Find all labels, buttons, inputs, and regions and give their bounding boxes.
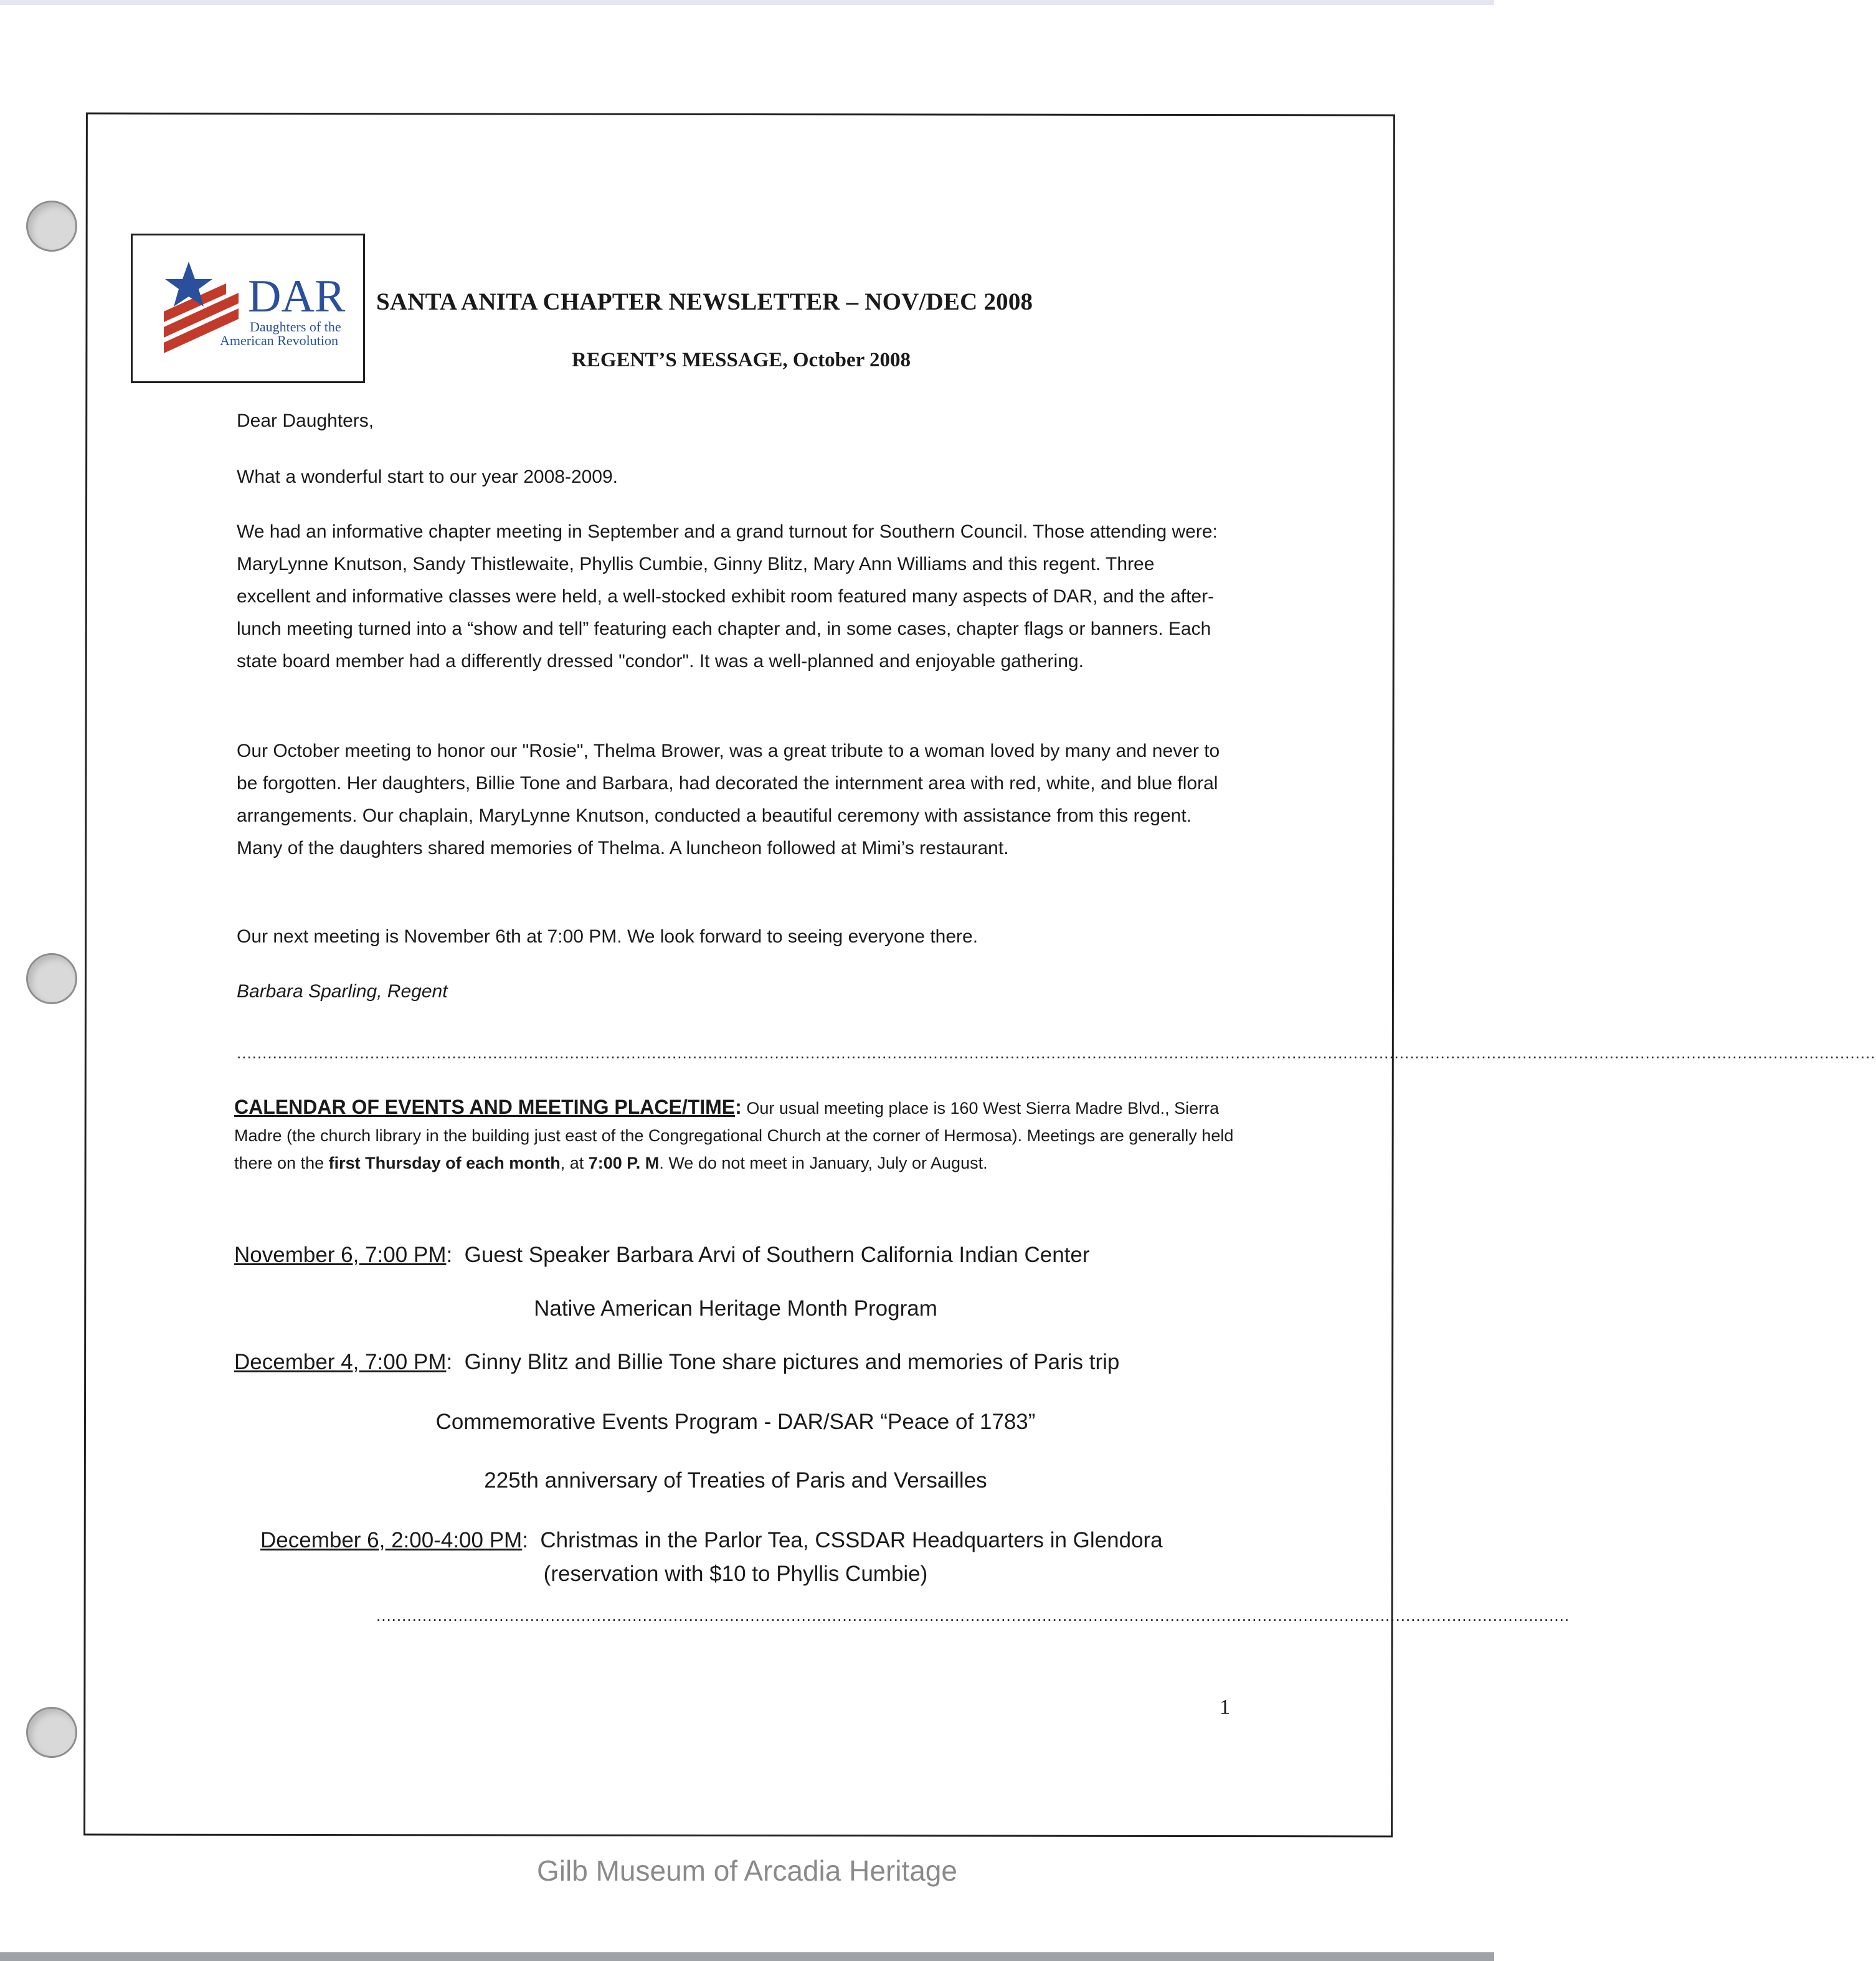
meeting-time: 7:00 P. M bbox=[588, 1154, 660, 1172]
binder-hole-top bbox=[26, 201, 77, 252]
event-3-description: Christmas in the Parlor Tea, CSSDAR Headquarters in Glendora bbox=[540, 1528, 1163, 1552]
event-3-date: December 6, 2:00-4:00 PM bbox=[260, 1528, 523, 1552]
footer-watermark: Gilb Museum of Arcadia Heritage bbox=[537, 1854, 957, 1887]
newsletter-title: SANTA ANITA CHAPTER NEWSLETTER – NOV/DEC 2008 bbox=[376, 288, 1033, 315]
event-3: December 6, 2:00-4:00 PM: Christmas in the Parlor Tea, CSSDAR Headquarters in Glendora bbox=[260, 1528, 1163, 1552]
regent-signature: Barbara Sparling, Regent bbox=[237, 981, 448, 1002]
event-2-date: December 4, 7:00 PM bbox=[234, 1350, 447, 1374]
greeting: Dear Daughters, bbox=[237, 411, 374, 431]
event-2-note-2: 225th anniversary of Treaties of Paris and Versailles bbox=[484, 1468, 987, 1493]
event-1-note: Native American Heritage Month Program bbox=[534, 1296, 937, 1321]
dotted-divider-bottom: ......................................................................................................................................................................................................................................... bbox=[376, 1606, 1570, 1625]
regent-message-heading: REGENT’S MESSAGE, October 2008 bbox=[572, 349, 911, 371]
scan-edge-top bbox=[0, 0, 1494, 5]
message-paragraph-4: Our next meeting is November 6th at 7:00 PM. We look forward to seeing everyone there. bbox=[237, 926, 978, 947]
message-paragraph-3: Our October meeting to honor our "Rosie", Thelma Brower, was a great tribute to a woman loved by many and never to be forgotten. Her daughters, Billie Tone and Barbara, had decorated the internment area with red, white, and blue floral arrangements. Our chaplain, MaryLynne Knutson, conducted a beautiful ceremony with assistance from this regent. Many of the daughters shared memories of Thelma. A luncheon followed at Mimi’s restaurant. bbox=[237, 741, 1220, 858]
event-1: November 6, 7:00 PM: Guest Speaker Barbara Arvi of Southern California Indian Center bbox=[234, 1243, 1090, 1267]
dar-flag-star-icon bbox=[151, 249, 351, 361]
event-1-date: November 6, 7:00 PM bbox=[234, 1243, 447, 1267]
page-number: 1 bbox=[1220, 1696, 1230, 1719]
event-2-description: Ginny Blitz and Billie Tone share pictures and memories of Paris trip bbox=[464, 1350, 1120, 1374]
event-3-note: (reservation with $10 to Phyllis Cumbie) bbox=[543, 1562, 928, 1586]
calendar-heading: CALENDAR OF EVENTS AND MEETING PLACE/TIME bbox=[234, 1096, 736, 1118]
scan-edge-bottom bbox=[0, 1952, 1494, 1961]
logo-line1: Daughters of the bbox=[250, 319, 341, 335]
calendar-intro-end: . We do not meet in January, July or August. bbox=[659, 1154, 988, 1172]
event-2: December 4, 7:00 PM: Ginny Blitz and Billie Tone share pictures and memories of Paris trip bbox=[234, 1350, 1120, 1374]
dotted-divider: ................................................................................................................................................................................................................................................................................................................................ bbox=[237, 1043, 1876, 1062]
event-2-note: Commemorative Events Program - DAR/SAR “Peace of 1783” bbox=[435, 1410, 1036, 1434]
calendar-intro: CALENDAR OF EVENTS AND MEETING PLACE/TIME: Our usual meeting place is 160 West Sierra Madre Blvd., Sierra Madre (the church library in the building just east of the Congregational Church at the corner of Hermosa). Meetings are generally held there on the first Thursday of each month, at 7:00 P. M. We do not meet in January, July or August. bbox=[234, 1096, 1234, 1172]
binder-hole-bottom bbox=[26, 1707, 77, 1758]
message-paragraph-2: We had an informative chapter meeting in September and a grand turnout for Southern Council. Those attending were: MaryLynne Knutson, Sandy Thistlewaite, Phyllis Cumbie, Ginny Blitz, Mary Ann Williams and this regent. Three excellent and informative classes were held, a well-stocked exhibit room featured many aspects of DAR, and the after-lunch meeting turned into a “show and tell” featuring each chapter and, in some cases, chapter flags or banners. Each state board member had a differently dressed "condor". It was a well-planned and enjoyable gathering. bbox=[237, 521, 1218, 672]
calendar-intro-text: Our usual meeting place is 160 West Sierra Madre Blvd., Sierra Madre (the church library in the building just east of the Congregational Church at the corner of Hermosa). Meetings are generally held there on the bbox=[234, 1099, 1234, 1172]
meeting-day: first Thursday of each month bbox=[328, 1154, 561, 1172]
dar-logo bbox=[131, 234, 365, 383]
logo-abbrev: DAR bbox=[248, 271, 346, 322]
calendar-intro-connector: , at bbox=[560, 1154, 584, 1172]
logo-line2: American Revolution bbox=[220, 333, 339, 348]
message-paragraph-1: What a wonderful start to our year 2008-2009. bbox=[237, 467, 618, 487]
binder-hole-middle bbox=[26, 953, 77, 1004]
event-1-description: Guest Speaker Barbara Arvi of Southern California Indian Center bbox=[464, 1243, 1090, 1267]
